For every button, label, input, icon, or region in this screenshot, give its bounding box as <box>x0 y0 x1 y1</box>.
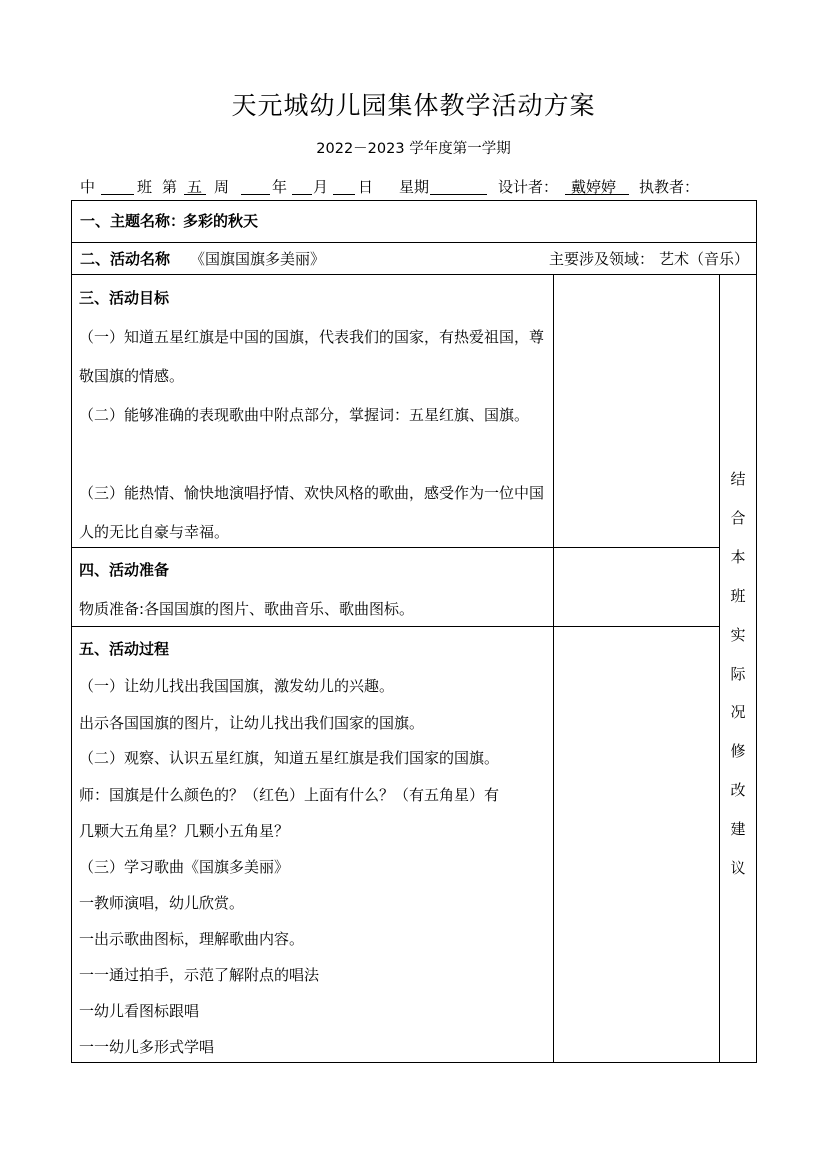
grade-label: 中 <box>80 178 96 196</box>
activity-label: 二、活动名称 <box>80 250 171 268</box>
week-blank <box>184 194 206 195</box>
weekday-label: 星期 <box>399 178 430 196</box>
week-unit: 周 <box>214 178 230 196</box>
process-line: 出示各国国旗的图片，让幼儿找出我们国家的国旗。 <box>79 714 425 732</box>
vertical-char: 实 <box>730 625 746 644</box>
goal-item: （一）知道五星红旗是中国的国旗，代表我们的国家，有热爱祖国，尊敬国旗的情感。 <box>79 328 545 385</box>
row-divider <box>71 242 757 243</box>
row-divider <box>71 274 757 275</box>
goal-item: （三）能热情、愉快地演唱抒情、欢快风格的歌曲，感受作为一位中国人的无比自豪与幸福。 <box>79 484 545 541</box>
day-blank <box>333 194 355 195</box>
month-blank <box>292 194 312 195</box>
process-line: 师：国旗是什么颜色的？（红色）上面有什么？（有五角星）有 <box>79 786 500 804</box>
theme-label: 一、主题名称： <box>80 212 186 230</box>
process-line: （一）让幼儿找出我国国旗，激发幼儿的兴趣。 <box>79 677 395 695</box>
vertical-char: 议 <box>730 859 746 878</box>
process-line: 一一通过拍手，示范了解附点的唱法 <box>79 966 320 984</box>
designer-blank <box>565 194 629 195</box>
process-line: 一出示歌曲图标，理解歌曲内容。 <box>79 930 305 948</box>
process-line: 一幼儿看图标跟唱 <box>79 1002 200 1020</box>
vertical-char: 合 <box>730 508 746 527</box>
revision-notes-label <box>720 460 756 888</box>
month-label: 月 <box>313 178 329 196</box>
designer-name: 戴婷婷 <box>571 178 617 196</box>
preparation-heading: 四、活动准备 <box>79 561 170 579</box>
table-border-left <box>71 200 72 1063</box>
vertical-char: 结 <box>730 470 746 488</box>
goal-item: （二）能够准确的表现歌曲中附点部分，掌握词：五星红旗、国旗。 <box>79 406 530 424</box>
process-line: 一一幼儿多形式学唱 <box>79 1038 215 1056</box>
class-label: 班 <box>137 178 153 196</box>
teacher-label: 执教者： <box>639 178 700 196</box>
vertical-char: 修 <box>730 742 746 761</box>
preparation-text: 物质准备:各国国旗的图片、歌曲音乐、歌曲图标。 <box>79 600 415 618</box>
process-line: 一教师演唱，幼儿欣赏。 <box>79 894 245 912</box>
vertical-char: 际 <box>730 664 746 683</box>
vertical-char: 况 <box>730 703 746 722</box>
theme-value: 多彩的秋天 <box>183 212 259 230</box>
column-divider <box>553 274 554 1063</box>
vertical-char: 改 <box>730 781 746 800</box>
header-info-row <box>80 176 780 198</box>
domain-value: 艺术（音乐） <box>659 250 750 268</box>
designer-label: 设计者： <box>498 178 559 196</box>
process-heading: 五、活动过程 <box>79 640 170 658</box>
vertical-char: 本 <box>730 547 746 566</box>
weekday-blank <box>430 194 487 195</box>
page-title: 天元城幼儿园集体教学活动方案 <box>231 91 596 120</box>
year-label: 年 <box>272 178 288 196</box>
table-border-top <box>71 200 757 201</box>
term-subtitle: 2022－2023 学年度第一学期 <box>316 141 511 157</box>
week-value: 五 <box>187 178 203 196</box>
process-line: 几颗大五角星？几颗小五角星？ <box>79 822 290 840</box>
domain-label: 主要涉及领域： <box>549 250 655 268</box>
year-blank <box>241 194 270 195</box>
day-label: 日 <box>358 178 374 196</box>
class-blank <box>101 194 134 195</box>
vertical-char: 建 <box>730 820 746 839</box>
goals-heading: 三、活动目标 <box>79 289 170 307</box>
process-line: （二）观察、认识五星红旗，知道五星红旗是我们国家的国旗。 <box>79 749 500 767</box>
week-label: 第 <box>162 178 178 196</box>
activity-value: 《国旗国旗多美丽》 <box>190 250 326 268</box>
vertical-char: 班 <box>730 586 746 605</box>
table-border-right <box>756 200 757 1063</box>
process-line: （三）学习歌曲《国旗多美丽》 <box>79 858 290 876</box>
